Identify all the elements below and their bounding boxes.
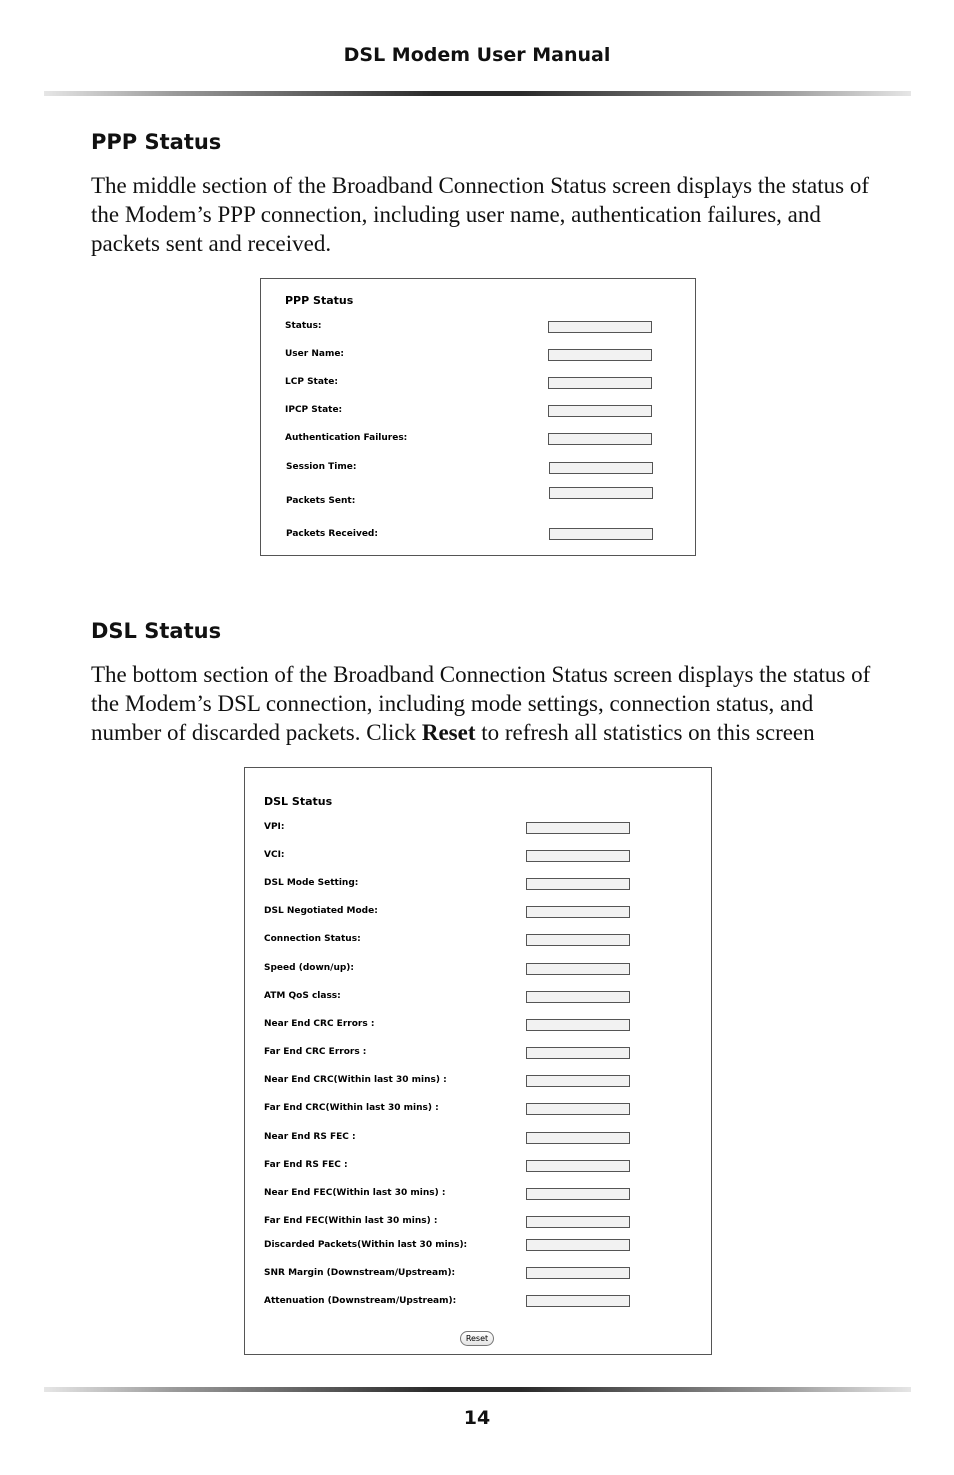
ppp-label-auth-failures: Authentication Failures: [285,433,408,443]
dsl-vci-field[interactable] [526,850,630,862]
ppp-lcp-state-field[interactable] [548,377,652,389]
dsl-far-end-rs-fec-field[interactable] [526,1160,630,1172]
dsl-label-connection-status: Connection Status: [264,934,361,944]
ppp-status-panel [260,278,696,556]
dsl-label-atm-qos-class: ATM QoS class: [264,991,341,1001]
dsl-negotiated-mode-field[interactable] [526,906,630,918]
ppp-label-ipcp-state: IPCP State: [285,405,343,415]
reset-button[interactable]: Reset [460,1331,494,1346]
dsl-near-end-fec-30min-field[interactable] [526,1188,630,1200]
ppp-status-field[interactable] [548,321,652,333]
dsl-section-heading: DSL Status [91,619,222,643]
dsl-near-end-crc-30min-field[interactable] [526,1075,630,1087]
dsl-label-far-end-rs-fec: Far End RS FEC : [264,1160,348,1170]
dsl-near-end-crc-errors-field[interactable] [526,1019,630,1031]
page-number: 14 [463,1407,491,1429]
ppp-label-user-name: User Name: [285,349,345,359]
dsl-label-far-end-crc-30min: Far End CRC(Within last 30 mins) : [264,1103,439,1113]
dsl-label-far-end-crc-errors: Far End CRC Errors : [264,1047,367,1057]
dsl-label-near-end-crc-errors: Near End CRC Errors : [264,1019,375,1029]
ppp-label-status: Status: [285,321,322,331]
footer-divider [44,1387,911,1392]
ppp-ipcp-state-field[interactable] [548,405,652,417]
dsl-paragraph-text-after: to refresh all statistics on this screen [475,720,815,745]
dsl-near-end-rs-fec-field[interactable] [526,1132,630,1144]
dsl-label-near-end-rs-fec: Near End RS FEC : [264,1132,356,1142]
dsl-snr-margin-field[interactable] [526,1267,630,1279]
dsl-label-negotiated-mode: DSL Negotiated Mode: [264,906,378,916]
dsl-speed-field[interactable] [526,963,630,975]
ppp-session-time-field[interactable] [549,462,653,474]
dsl-label-attenuation: Attenuation (Downstream/Upstream): [264,1296,457,1306]
dsl-label-mode-setting: DSL Mode Setting: [264,878,359,888]
dsl-connection-status-field[interactable] [526,934,630,946]
dsl-paragraph-text-before: The bottom section of the Broadband Connection Status screen displays the status of the Modem’s DSL connection, including mode settings, connection status, and number of discarded packets. Click [91,662,871,745]
manual-header-title: DSL Modem User Manual [343,44,611,66]
dsl-panel-title: DSL Status [264,795,333,808]
dsl-label-near-end-crc-30min: Near End CRC(Within last 30 mins) : [264,1075,447,1085]
ppp-section-heading: PPP Status [91,130,222,154]
ppp-packets-received-field[interactable] [549,528,653,540]
dsl-label-near-end-fec-30min: Near End FEC(Within last 30 mins) : [264,1188,446,1198]
dsl-label-vpi: VPI: [264,822,285,832]
ppp-panel-title: PPP Status [285,294,354,307]
dsl-attenuation-field[interactable] [526,1295,630,1307]
ppp-label-lcp-state: LCP State: [285,377,338,387]
ppp-packets-sent-field[interactable] [549,487,653,499]
dsl-label-speed: Speed (down/up): [264,963,355,973]
dsl-label-discarded-packets: Discarded Packets(Within last 30 mins): [264,1240,468,1250]
dsl-far-end-crc-30min-field[interactable] [526,1103,630,1115]
dsl-mode-setting-field[interactable] [526,878,630,890]
dsl-status-panel [244,767,712,1355]
ppp-label-packets-received: Packets Received: [286,529,378,539]
ppp-label-packets-sent: Packets Sent: [286,496,356,506]
dsl-paragraph-reset-word: Reset [421,720,476,745]
ppp-label-session-time: Session Time: [286,462,357,472]
dsl-far-end-fec-30min-field[interactable] [526,1216,630,1228]
dsl-label-far-end-fec-30min: Far End FEC(Within last 30 mins) : [264,1216,438,1226]
ppp-section-paragraph: The middle section of the Broadband Connection Status screen displays the status of the Modem’s PPP connection, including user name, authentication failures, and packets sent and received. [91,173,870,256]
dsl-label-vci: VCI: [264,850,285,860]
dsl-discarded-packets-field[interactable] [526,1239,630,1251]
header-divider [44,91,911,96]
dsl-far-end-crc-errors-field[interactable] [526,1047,630,1059]
ppp-user-name-field[interactable] [548,349,652,361]
dsl-atm-qos-class-field[interactable] [526,991,630,1003]
dsl-section-paragraph [91,660,871,747]
ppp-auth-failures-field[interactable] [548,433,652,445]
dsl-vpi-field[interactable] [526,822,630,834]
dsl-label-snr-margin: SNR Margin (Downstream/Upstream): [264,1268,456,1278]
